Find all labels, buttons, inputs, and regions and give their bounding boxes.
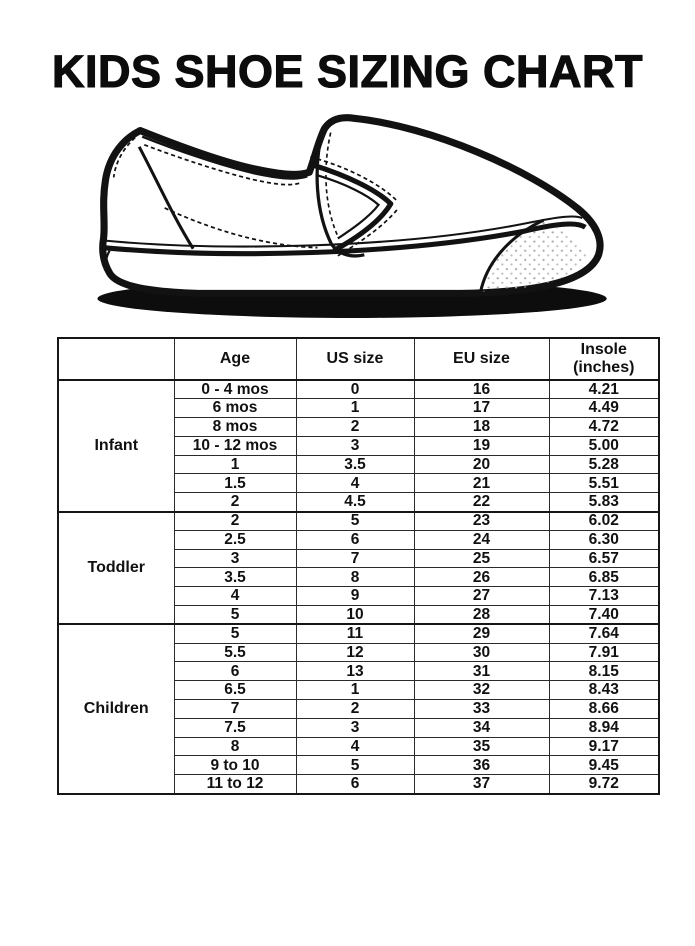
age-cell: 6.5 [174, 681, 296, 700]
header-group [58, 338, 174, 380]
eu-size-cell: 29 [414, 624, 549, 643]
insole-cell: 6.85 [549, 568, 659, 587]
us-size-cell: 8 [296, 568, 414, 587]
us-size-cell: 6 [296, 530, 414, 549]
us-size-cell: 10 [296, 606, 414, 625]
age-cell: 11 to 12 [174, 775, 296, 794]
insole-cell: 4.72 [549, 418, 659, 437]
table-row [58, 624, 659, 643]
eu-size-cell: 23 [414, 512, 549, 531]
eu-size-cell: 35 [414, 737, 549, 756]
age-cell: 2.5 [174, 530, 296, 549]
eu-size-cell: 30 [414, 643, 549, 662]
eu-size-cell: 37 [414, 775, 549, 794]
sizing-table-body [58, 380, 659, 794]
us-size-cell: 3 [296, 718, 414, 737]
eu-size-cell: 17 [414, 399, 549, 418]
table-row [58, 380, 659, 399]
insole-cell: 8.15 [549, 662, 659, 681]
us-size-cell: 1 [296, 681, 414, 700]
insole-cell: 7.91 [549, 643, 659, 662]
group-cell: Infant [58, 380, 174, 512]
eu-size-cell: 25 [414, 549, 549, 568]
us-size-cell: 6 [296, 775, 414, 794]
eu-size-cell: 16 [414, 380, 549, 399]
insole-cell: 4.21 [549, 380, 659, 399]
age-cell: 5 [174, 624, 296, 643]
insole-cell: 8.66 [549, 700, 659, 719]
shoe-illustration-container [0, 102, 695, 321]
insole-cell: 8.94 [549, 718, 659, 737]
eu-size-cell: 34 [414, 718, 549, 737]
insole-cell: 8.43 [549, 681, 659, 700]
insole-cell: 4.49 [549, 399, 659, 418]
insole-cell: 9.45 [549, 756, 659, 775]
sizing-table [57, 337, 660, 795]
age-cell: 9 to 10 [174, 756, 296, 775]
us-size-cell: 11 [296, 624, 414, 643]
us-size-cell: 5 [296, 756, 414, 775]
age-cell: 2 [174, 493, 296, 512]
eu-size-cell: 28 [414, 606, 549, 625]
age-cell: 8 [174, 737, 296, 756]
insole-cell: 6.30 [549, 530, 659, 549]
insole-cell: 6.57 [549, 549, 659, 568]
us-size-cell: 2 [296, 418, 414, 437]
insole-cell: 5.28 [549, 455, 659, 474]
us-size-cell: 12 [296, 643, 414, 662]
eu-size-cell: 26 [414, 568, 549, 587]
eu-size-cell: 22 [414, 493, 549, 512]
header-insole: Insole (inches) [549, 338, 659, 380]
us-size-cell: 7 [296, 549, 414, 568]
eu-size-cell: 20 [414, 455, 549, 474]
insole-cell: 7.64 [549, 624, 659, 643]
slip-on-shoe-icon [83, 102, 613, 321]
age-cell: 6 mos [174, 399, 296, 418]
age-cell: 6 [174, 662, 296, 681]
age-cell: 1 [174, 455, 296, 474]
us-size-cell: 3.5 [296, 455, 414, 474]
us-size-cell: 13 [296, 662, 414, 681]
insole-cell: 5.00 [549, 436, 659, 455]
age-cell: 7.5 [174, 718, 296, 737]
age-cell: 1.5 [174, 474, 296, 493]
age-cell: 2 [174, 512, 296, 531]
age-cell: 0 - 4 mos [174, 380, 296, 399]
header-age: Age [174, 338, 296, 380]
insole-cell: 9.17 [549, 737, 659, 756]
table-row [58, 512, 659, 531]
us-size-cell: 5 [296, 512, 414, 531]
age-cell: 8 mos [174, 418, 296, 437]
group-cell: Toddler [58, 512, 174, 625]
sizing-table-header [58, 338, 659, 380]
insole-cell: 5.51 [549, 474, 659, 493]
insole-cell: 9.72 [549, 775, 659, 794]
us-size-cell: 0 [296, 380, 414, 399]
eu-size-cell: 19 [414, 436, 549, 455]
page-title: KIDS SHOE SIZING CHART [51, 46, 644, 97]
us-size-cell: 4.5 [296, 493, 414, 512]
age-cell: 4 [174, 587, 296, 606]
us-size-cell: 9 [296, 587, 414, 606]
us-size-cell: 2 [296, 700, 414, 719]
header-us-size: US size [296, 338, 414, 380]
eu-size-cell: 18 [414, 418, 549, 437]
header-eu-size: EU size [414, 338, 549, 380]
eu-size-cell: 31 [414, 662, 549, 681]
age-cell: 10 - 12 mos [174, 436, 296, 455]
us-size-cell: 4 [296, 474, 414, 493]
eu-size-cell: 24 [414, 530, 549, 549]
us-size-cell: 1 [296, 399, 414, 418]
eu-size-cell: 36 [414, 756, 549, 775]
eu-size-cell: 21 [414, 474, 549, 493]
insole-cell: 7.40 [549, 606, 659, 625]
us-size-cell: 4 [296, 737, 414, 756]
insole-cell: 6.02 [549, 512, 659, 531]
us-size-cell: 3 [296, 436, 414, 455]
age-cell: 3.5 [174, 568, 296, 587]
insole-cell: 5.83 [549, 493, 659, 512]
age-cell: 3 [174, 549, 296, 568]
age-cell: 7 [174, 700, 296, 719]
eu-size-cell: 33 [414, 700, 549, 719]
insole-cell: 7.13 [549, 587, 659, 606]
group-cell: Children [58, 624, 174, 793]
eu-size-cell: 32 [414, 681, 549, 700]
age-cell: 5 [174, 606, 296, 625]
age-cell: 5.5 [174, 643, 296, 662]
page [0, 46, 695, 946]
eu-size-cell: 27 [414, 587, 549, 606]
